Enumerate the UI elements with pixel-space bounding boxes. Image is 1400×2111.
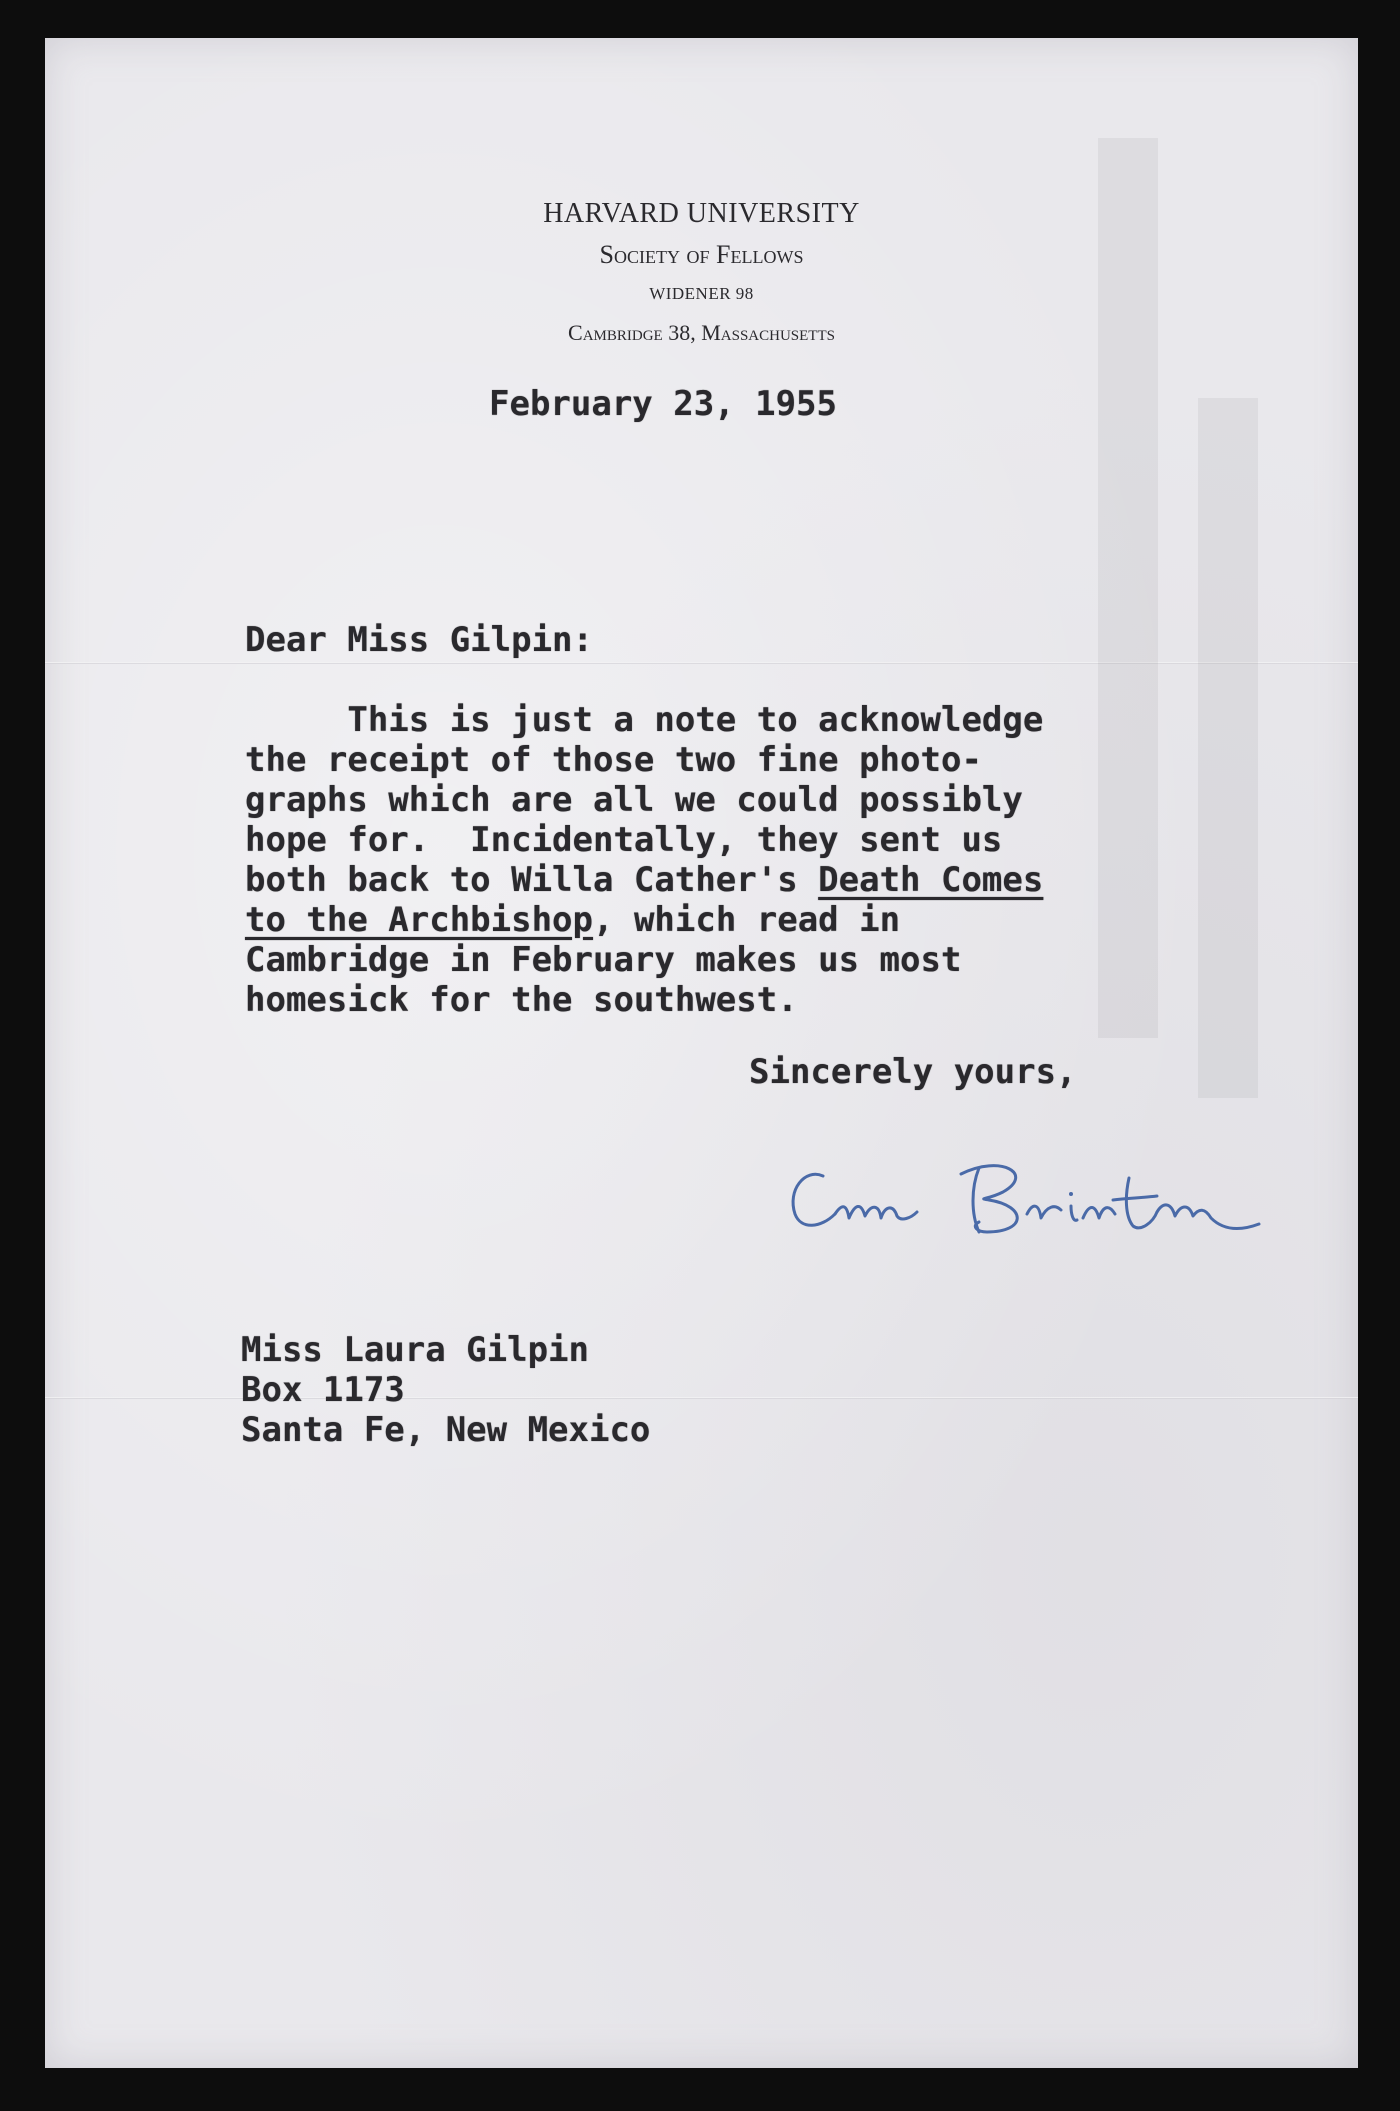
letter-page bbox=[45, 38, 1358, 2068]
book-title-part: to the Archbishop bbox=[245, 900, 593, 940]
recipient-box: Box 1173 bbox=[241, 1370, 405, 1410]
recipient-name: Miss Laura Gilpin bbox=[241, 1330, 589, 1370]
book-title-part: Death Comes bbox=[818, 860, 1044, 900]
letterhead-institution: HARVARD UNIVERSITY bbox=[543, 198, 860, 229]
bleed-through-shadow bbox=[1078, 98, 1338, 1298]
body-line: the receipt of those two fine photo- bbox=[245, 740, 982, 780]
body-line: both back to Willa Cather's bbox=[245, 860, 819, 900]
body-line: , which read in bbox=[593, 900, 901, 940]
letter-date: February 23, 1955 bbox=[489, 384, 837, 424]
recipient-city: Santa Fe, New Mexico bbox=[241, 1410, 651, 1450]
salutation: Dear Miss Gilpin: bbox=[245, 620, 593, 660]
letterhead-society: Society of Fellows bbox=[599, 240, 804, 269]
body-line: homesick for the southwest. bbox=[245, 980, 798, 1020]
body-line: hope for. Incidentally, they sent us bbox=[245, 820, 1003, 860]
body-line: Cambridge in February makes us most bbox=[245, 940, 962, 980]
closing: Sincerely yours, bbox=[749, 1052, 1077, 1092]
recipient-address bbox=[241, 1330, 650, 1450]
letter-body bbox=[245, 700, 1043, 1020]
body-line: This is just a note to acknowledge bbox=[245, 700, 1044, 740]
letterhead-city: Cambridge 38, Massachusetts bbox=[568, 320, 835, 345]
letterhead-building: WIDENER 98 bbox=[649, 284, 754, 303]
body-line: graphs which are all we could possibly bbox=[245, 780, 1023, 820]
